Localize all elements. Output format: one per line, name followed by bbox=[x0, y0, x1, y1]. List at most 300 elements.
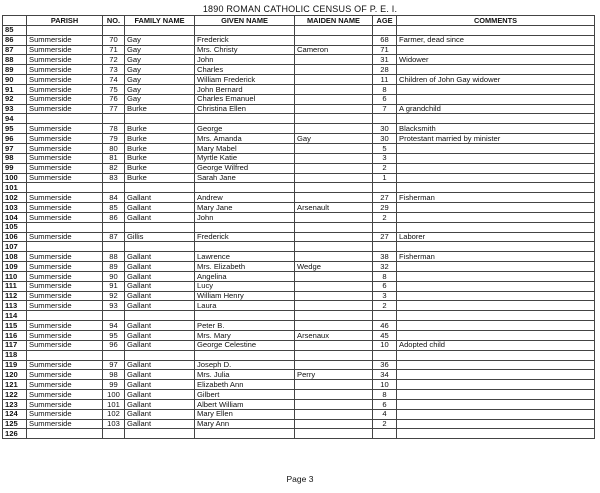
table-row bbox=[3, 134, 595, 144]
parish-cell bbox=[27, 311, 103, 321]
no-cell: 71 bbox=[103, 45, 125, 55]
family-name-cell: Gallant bbox=[125, 370, 195, 380]
family-name-cell: Gallant bbox=[125, 281, 195, 291]
table-row bbox=[3, 242, 595, 252]
comments-cell: Farmer, dead since bbox=[397, 35, 595, 45]
family-name-cell: Gallant bbox=[125, 321, 195, 331]
row-number: 86 bbox=[3, 35, 27, 45]
parish-cell: Summerside bbox=[27, 65, 103, 75]
given-name-cell bbox=[195, 183, 295, 193]
no-cell: 74 bbox=[103, 75, 125, 85]
comments-cell: Children of John Gay widower bbox=[397, 75, 595, 85]
no-cell: 79 bbox=[103, 134, 125, 144]
table-row bbox=[3, 183, 595, 193]
comments-cell bbox=[397, 390, 595, 400]
comments-cell bbox=[397, 419, 595, 429]
family-name-cell: Gallant bbox=[125, 360, 195, 370]
comments-cell bbox=[397, 350, 595, 360]
no-cell: 77 bbox=[103, 104, 125, 114]
comments-cell bbox=[397, 331, 595, 341]
row-number: 106 bbox=[3, 232, 27, 242]
maiden-name-cell bbox=[295, 291, 373, 301]
comments-cell bbox=[397, 271, 595, 281]
age-cell: 2 bbox=[373, 163, 397, 173]
parish-cell: Summerside bbox=[27, 84, 103, 94]
comments-cell: Protestant married by minister bbox=[397, 134, 595, 144]
given-name-cell: Albert William bbox=[195, 399, 295, 409]
table-row bbox=[3, 25, 595, 35]
maiden-name-cell bbox=[295, 173, 373, 183]
parish-cell: Summerside bbox=[27, 143, 103, 153]
parish-cell: Summerside bbox=[27, 35, 103, 45]
parish-cell: Summerside bbox=[27, 173, 103, 183]
family-name-cell: Gallant bbox=[125, 271, 195, 281]
parish-cell: Summerside bbox=[27, 281, 103, 291]
table-row bbox=[3, 55, 595, 65]
parish-cell bbox=[27, 429, 103, 439]
no-cell: 80 bbox=[103, 143, 125, 153]
maiden-name-cell bbox=[295, 380, 373, 390]
parish-cell: Summerside bbox=[27, 301, 103, 311]
comments-cell: Widower bbox=[397, 55, 595, 65]
row-number: 103 bbox=[3, 203, 27, 213]
row-number: 109 bbox=[3, 262, 27, 272]
row-number: 88 bbox=[3, 55, 27, 65]
comments-cell bbox=[397, 65, 595, 75]
row-number: 112 bbox=[3, 291, 27, 301]
table-row bbox=[3, 252, 595, 262]
maiden-name-cell: Perry bbox=[295, 370, 373, 380]
table-row bbox=[3, 262, 595, 272]
family-name-cell: Gay bbox=[125, 94, 195, 104]
no-cell: 83 bbox=[103, 173, 125, 183]
family-name-cell bbox=[125, 242, 195, 252]
table-row bbox=[3, 340, 595, 350]
given-name-cell: Lucy bbox=[195, 281, 295, 291]
header-row bbox=[3, 16, 595, 26]
table-row bbox=[3, 114, 595, 124]
no-cell: 99 bbox=[103, 380, 125, 390]
given-name-cell: George Wilfred bbox=[195, 163, 295, 173]
age-cell bbox=[373, 350, 397, 360]
comments-cell bbox=[397, 25, 595, 35]
given-name-cell: Charles bbox=[195, 65, 295, 75]
family-name-cell: Gallant bbox=[125, 193, 195, 203]
row-number: 102 bbox=[3, 193, 27, 203]
table-row bbox=[3, 321, 595, 331]
family-name-cell: Gallant bbox=[125, 301, 195, 311]
comments-cell bbox=[397, 153, 595, 163]
table-row bbox=[3, 65, 595, 75]
maiden-name-cell: Gay bbox=[295, 134, 373, 144]
row-number: 92 bbox=[3, 94, 27, 104]
table-row bbox=[3, 409, 595, 419]
row-number: 124 bbox=[3, 409, 27, 419]
no-cell: 89 bbox=[103, 262, 125, 272]
family-name-cell: Gay bbox=[125, 65, 195, 75]
parish-cell: Summerside bbox=[27, 45, 103, 55]
age-cell: 34 bbox=[373, 370, 397, 380]
family-name-cell: Gallant bbox=[125, 203, 195, 213]
row-number: 87 bbox=[3, 45, 27, 55]
family-name-cell: Gillis bbox=[125, 232, 195, 242]
given-name-cell: Mrs. Mary bbox=[195, 331, 295, 341]
given-name-cell: Myrtle Katie bbox=[195, 153, 295, 163]
comments-cell bbox=[397, 281, 595, 291]
maiden-name-cell bbox=[295, 114, 373, 124]
no-cell: 94 bbox=[103, 321, 125, 331]
family-name-cell: Gallant bbox=[125, 252, 195, 262]
given-name-cell: William Frederick bbox=[195, 75, 295, 85]
parish-cell: Summerside bbox=[27, 94, 103, 104]
age-cell: 68 bbox=[373, 35, 397, 45]
table-row bbox=[3, 271, 595, 281]
row-number: 126 bbox=[3, 429, 27, 439]
census-table bbox=[2, 15, 595, 439]
family-name-cell: Burke bbox=[125, 104, 195, 114]
row-number: 118 bbox=[3, 350, 27, 360]
given-name-cell: Sarah Jane bbox=[195, 173, 295, 183]
comments-cell bbox=[397, 311, 595, 321]
table-row bbox=[3, 399, 595, 409]
table-row bbox=[3, 35, 595, 45]
row-number: 115 bbox=[3, 321, 27, 331]
row-number: 108 bbox=[3, 252, 27, 262]
parish-cell: Summerside bbox=[27, 203, 103, 213]
page-number: Page 3 bbox=[286, 474, 314, 484]
parish-cell: Summerside bbox=[27, 163, 103, 173]
maiden-name-cell bbox=[295, 55, 373, 65]
comments-cell bbox=[397, 380, 595, 390]
maiden-name-cell bbox=[295, 35, 373, 45]
row-number: 91 bbox=[3, 84, 27, 94]
comments-cell bbox=[397, 222, 595, 232]
family-name-cell: Burke bbox=[125, 163, 195, 173]
parish-cell: Summerside bbox=[27, 134, 103, 144]
age-cell: 11 bbox=[373, 75, 397, 85]
age-cell: 71 bbox=[373, 45, 397, 55]
no-cell bbox=[103, 183, 125, 193]
age-cell: 32 bbox=[373, 262, 397, 272]
row-number: 107 bbox=[3, 242, 27, 252]
given-name-cell: Elizabeth Ann bbox=[195, 380, 295, 390]
comments-cell: Laborer bbox=[397, 232, 595, 242]
table-row bbox=[3, 331, 595, 341]
comments-cell bbox=[397, 291, 595, 301]
family-name-cell bbox=[125, 114, 195, 124]
parish-cell: Summerside bbox=[27, 380, 103, 390]
parish-cell: Summerside bbox=[27, 390, 103, 400]
given-name-cell: William Henry bbox=[195, 291, 295, 301]
parish-cell bbox=[27, 222, 103, 232]
family-name-cell: Gay bbox=[125, 84, 195, 94]
age-cell: 38 bbox=[373, 252, 397, 262]
family-name-cell: Gay bbox=[125, 35, 195, 45]
table-row bbox=[3, 75, 595, 85]
no-cell: 92 bbox=[103, 291, 125, 301]
family-name-cell: Gallant bbox=[125, 340, 195, 350]
given-name-cell: Mrs. Julia bbox=[195, 370, 295, 380]
given-name-cell: Laura bbox=[195, 301, 295, 311]
no-cell: 82 bbox=[103, 163, 125, 173]
comments-cell bbox=[397, 262, 595, 272]
table-row bbox=[3, 311, 595, 321]
no-cell: 96 bbox=[103, 340, 125, 350]
maiden-name-cell: Arsenault bbox=[295, 203, 373, 213]
maiden-name-cell bbox=[295, 409, 373, 419]
given-name-cell: Frederick bbox=[195, 232, 295, 242]
parish-cell: Summerside bbox=[27, 75, 103, 85]
header-family-name: FAMILY NAME bbox=[125, 16, 195, 26]
parish-cell: Summerside bbox=[27, 232, 103, 242]
maiden-name-cell bbox=[295, 75, 373, 85]
maiden-name-cell bbox=[295, 153, 373, 163]
parish-cell: Summerside bbox=[27, 419, 103, 429]
parish-cell: Summerside bbox=[27, 124, 103, 134]
age-cell: 29 bbox=[373, 203, 397, 213]
given-name-cell: Andrew bbox=[195, 193, 295, 203]
table-row bbox=[3, 429, 595, 439]
table-row bbox=[3, 301, 595, 311]
maiden-name-cell bbox=[295, 429, 373, 439]
row-number: 120 bbox=[3, 370, 27, 380]
family-name-cell bbox=[125, 311, 195, 321]
maiden-name-cell bbox=[295, 163, 373, 173]
no-cell: 101 bbox=[103, 399, 125, 409]
family-name-cell: Burke bbox=[125, 124, 195, 134]
comments-cell bbox=[397, 143, 595, 153]
maiden-name-cell bbox=[295, 104, 373, 114]
family-name-cell bbox=[125, 183, 195, 193]
maiden-name-cell bbox=[295, 84, 373, 94]
maiden-name-cell bbox=[295, 321, 373, 331]
no-cell: 103 bbox=[103, 419, 125, 429]
age-cell bbox=[373, 114, 397, 124]
comments-cell bbox=[397, 301, 595, 311]
parish-cell: Summerside bbox=[27, 370, 103, 380]
parish-cell: Summerside bbox=[27, 55, 103, 65]
maiden-name-cell bbox=[295, 242, 373, 252]
given-name-cell: Mrs. Amanda bbox=[195, 134, 295, 144]
maiden-name-cell bbox=[295, 222, 373, 232]
given-name-cell: Mrs. Elizabeth bbox=[195, 262, 295, 272]
comments-cell bbox=[397, 242, 595, 252]
maiden-name-cell bbox=[295, 281, 373, 291]
table-row bbox=[3, 143, 595, 153]
maiden-name-cell: Wedge bbox=[295, 262, 373, 272]
maiden-name-cell bbox=[295, 311, 373, 321]
age-cell: 6 bbox=[373, 94, 397, 104]
family-name-cell: Gallant bbox=[125, 262, 195, 272]
maiden-name-cell bbox=[295, 399, 373, 409]
table-row bbox=[3, 45, 595, 55]
given-name-cell bbox=[195, 350, 295, 360]
comments-cell bbox=[397, 163, 595, 173]
given-name-cell: John Bernard bbox=[195, 84, 295, 94]
parish-cell bbox=[27, 350, 103, 360]
age-cell: 3 bbox=[373, 291, 397, 301]
parish-cell bbox=[27, 25, 103, 35]
no-cell: 85 bbox=[103, 203, 125, 213]
parish-cell: Summerside bbox=[27, 271, 103, 281]
family-name-cell: Gallant bbox=[125, 380, 195, 390]
page-title: 1890 ROMAN CATHOLIC CENSUS OF P. E. I. bbox=[202, 4, 398, 14]
comments-cell bbox=[397, 399, 595, 409]
age-cell: 8 bbox=[373, 271, 397, 281]
age-cell: 10 bbox=[373, 340, 397, 350]
row-number: 122 bbox=[3, 390, 27, 400]
row-number: 114 bbox=[3, 311, 27, 321]
row-number: 97 bbox=[3, 143, 27, 153]
row-number: 104 bbox=[3, 212, 27, 222]
comments-cell bbox=[397, 360, 595, 370]
age-cell: 2 bbox=[373, 212, 397, 222]
maiden-name-cell bbox=[295, 232, 373, 242]
given-name-cell bbox=[195, 114, 295, 124]
age-cell: 45 bbox=[373, 331, 397, 341]
given-name-cell: Lawrence bbox=[195, 252, 295, 262]
family-name-cell: Gallant bbox=[125, 212, 195, 222]
row-number: 101 bbox=[3, 183, 27, 193]
comments-cell bbox=[397, 94, 595, 104]
no-cell bbox=[103, 311, 125, 321]
parish-cell: Summerside bbox=[27, 153, 103, 163]
table-row bbox=[3, 370, 595, 380]
given-name-cell: Peter B. bbox=[195, 321, 295, 331]
maiden-name-cell: Cameron bbox=[295, 45, 373, 55]
comments-cell: Fisherman bbox=[397, 252, 595, 262]
row-number: 119 bbox=[3, 360, 27, 370]
census-body bbox=[3, 25, 595, 438]
age-cell: 2 bbox=[373, 301, 397, 311]
table-row bbox=[3, 380, 595, 390]
table-row bbox=[3, 94, 595, 104]
header-parish: PARISH bbox=[27, 16, 103, 26]
age-cell: 8 bbox=[373, 84, 397, 94]
family-name-cell bbox=[125, 350, 195, 360]
given-name-cell: Gilbert bbox=[195, 390, 295, 400]
parish-cell: Summerside bbox=[27, 360, 103, 370]
age-cell: 6 bbox=[373, 281, 397, 291]
age-cell: 30 bbox=[373, 134, 397, 144]
family-name-cell bbox=[125, 429, 195, 439]
family-name-cell: Gallant bbox=[125, 331, 195, 341]
maiden-name-cell bbox=[295, 350, 373, 360]
maiden-name-cell bbox=[295, 183, 373, 193]
comments-cell: Fisherman bbox=[397, 193, 595, 203]
table-row bbox=[3, 203, 595, 213]
comments-cell bbox=[397, 84, 595, 94]
maiden-name-cell bbox=[295, 143, 373, 153]
row-number: 117 bbox=[3, 340, 27, 350]
table-row bbox=[3, 390, 595, 400]
age-cell: 30 bbox=[373, 124, 397, 134]
no-cell: 90 bbox=[103, 271, 125, 281]
given-name-cell: Frederick bbox=[195, 35, 295, 45]
age-cell: 8 bbox=[373, 390, 397, 400]
table-row bbox=[3, 291, 595, 301]
age-cell: 6 bbox=[373, 399, 397, 409]
row-number: 96 bbox=[3, 134, 27, 144]
family-name-cell: Gay bbox=[125, 55, 195, 65]
parish-cell: Summerside bbox=[27, 399, 103, 409]
no-cell bbox=[103, 222, 125, 232]
age-cell: 27 bbox=[373, 193, 397, 203]
family-name-cell: Burke bbox=[125, 173, 195, 183]
given-name-cell: Mary Ann bbox=[195, 419, 295, 429]
no-cell: 76 bbox=[103, 94, 125, 104]
row-number: 95 bbox=[3, 124, 27, 134]
header-comments: COMMENTS bbox=[397, 16, 595, 26]
comments-cell bbox=[397, 212, 595, 222]
table-row bbox=[3, 104, 595, 114]
comments-cell bbox=[397, 183, 595, 193]
maiden-name-cell bbox=[295, 252, 373, 262]
maiden-name-cell bbox=[295, 301, 373, 311]
family-name-cell bbox=[125, 222, 195, 232]
given-name-cell: Christina Ellen bbox=[195, 104, 295, 114]
no-cell: 91 bbox=[103, 281, 125, 291]
no-cell: 72 bbox=[103, 55, 125, 65]
maiden-name-cell bbox=[295, 360, 373, 370]
age-cell: 7 bbox=[373, 104, 397, 114]
parish-cell: Summerside bbox=[27, 252, 103, 262]
no-cell: 102 bbox=[103, 409, 125, 419]
parish-cell bbox=[27, 114, 103, 124]
comments-cell bbox=[397, 429, 595, 439]
family-name-cell: Gay bbox=[125, 75, 195, 85]
family-name-cell bbox=[125, 25, 195, 35]
comments-cell: A grandchild bbox=[397, 104, 595, 114]
age-cell: 1 bbox=[373, 173, 397, 183]
no-cell: 78 bbox=[103, 124, 125, 134]
family-name-cell: Burke bbox=[125, 134, 195, 144]
row-number: 125 bbox=[3, 419, 27, 429]
comments-cell bbox=[397, 409, 595, 419]
maiden-name-cell bbox=[295, 94, 373, 104]
row-number: 105 bbox=[3, 222, 27, 232]
parish-cell bbox=[27, 183, 103, 193]
header-maiden-name: MAIDEN NAME bbox=[295, 16, 373, 26]
row-number: 89 bbox=[3, 65, 27, 75]
given-name-cell bbox=[195, 222, 295, 232]
given-name-cell: Joseph D. bbox=[195, 360, 295, 370]
row-number: 93 bbox=[3, 104, 27, 114]
age-cell: 31 bbox=[373, 55, 397, 65]
parish-cell bbox=[27, 242, 103, 252]
no-cell bbox=[103, 25, 125, 35]
maiden-name-cell bbox=[295, 390, 373, 400]
no-cell bbox=[103, 242, 125, 252]
maiden-name-cell: Arsenaux bbox=[295, 331, 373, 341]
family-name-cell: Gallant bbox=[125, 419, 195, 429]
maiden-name-cell bbox=[295, 212, 373, 222]
parish-cell: Summerside bbox=[27, 409, 103, 419]
no-cell: 75 bbox=[103, 84, 125, 94]
no-cell: 98 bbox=[103, 370, 125, 380]
table-row bbox=[3, 153, 595, 163]
row-number: 94 bbox=[3, 114, 27, 124]
header-age: AGE bbox=[373, 16, 397, 26]
row-number: 98 bbox=[3, 153, 27, 163]
row-number: 99 bbox=[3, 163, 27, 173]
family-name-cell: Gallant bbox=[125, 390, 195, 400]
row-number: 116 bbox=[3, 331, 27, 341]
maiden-name-cell bbox=[295, 419, 373, 429]
table-row bbox=[3, 124, 595, 134]
family-name-cell: Gallant bbox=[125, 409, 195, 419]
family-name-cell: Burke bbox=[125, 143, 195, 153]
